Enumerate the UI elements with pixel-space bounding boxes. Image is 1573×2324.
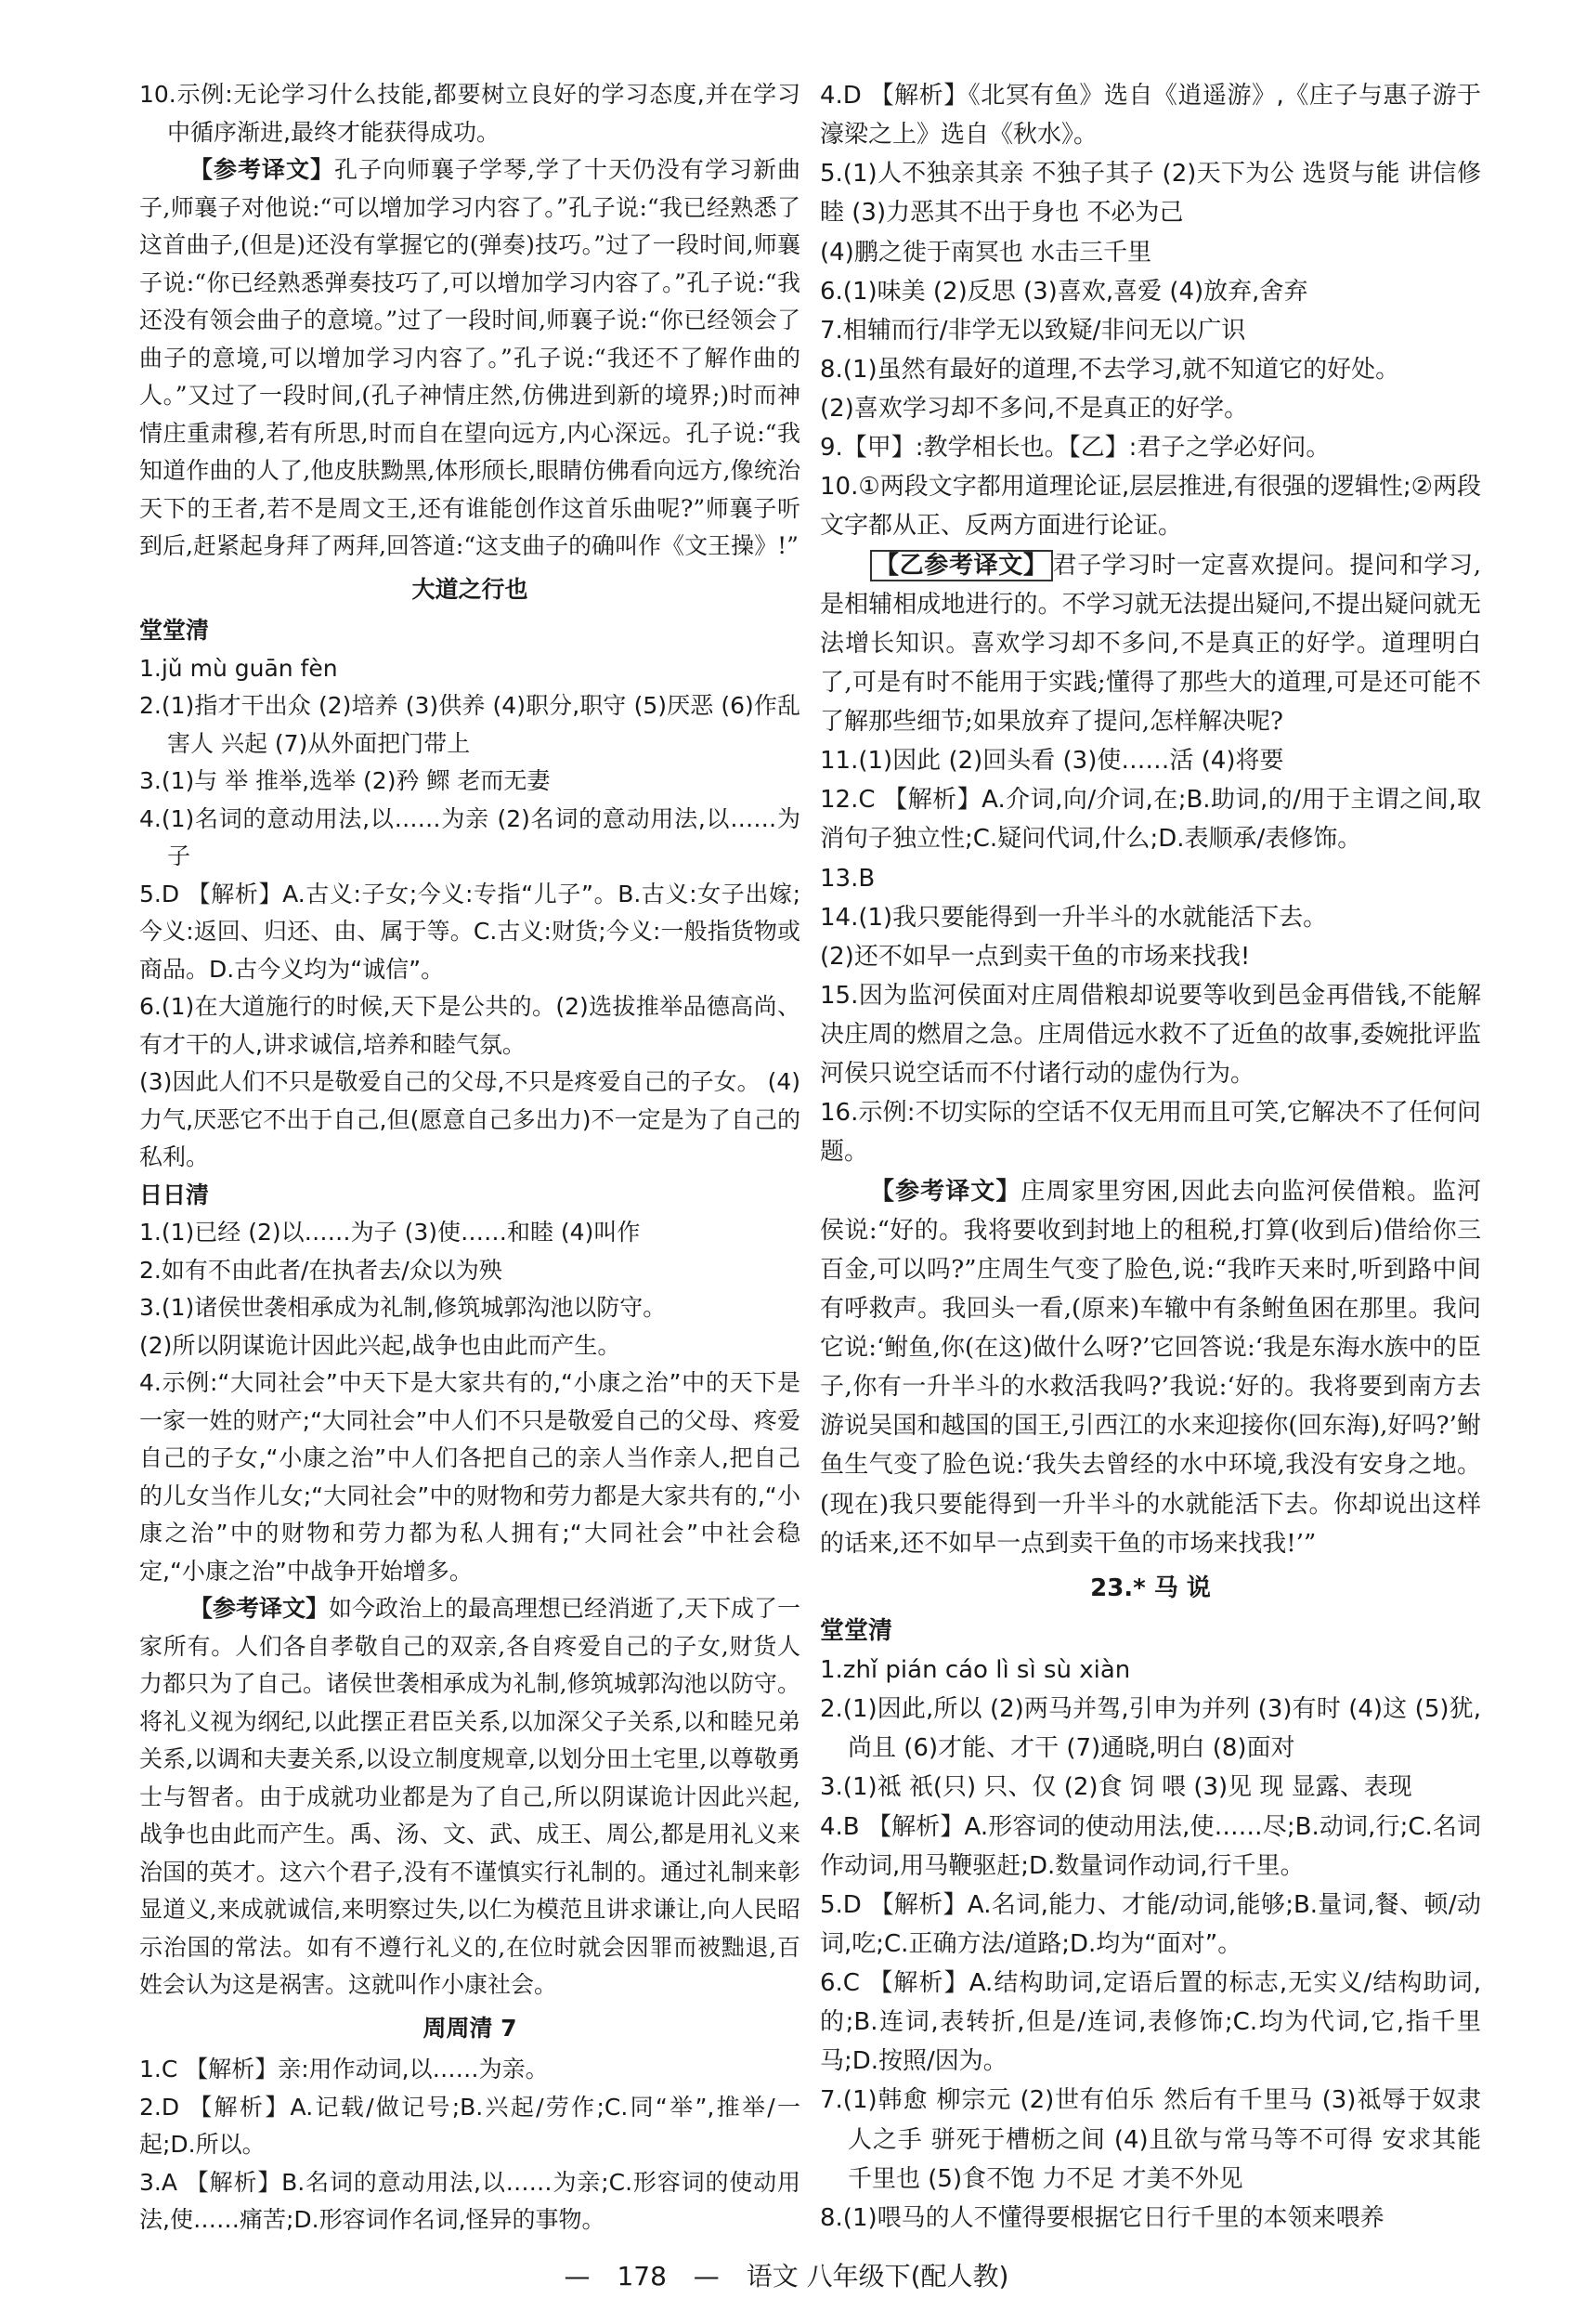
line-text: 孔子向师襄子学琴,学了十天仍没有学习新曲子,师襄子对他说:“可以增加学习内容了。”孔子说:“我已经熟悉了这首曲子,(但是)还没有掌握它的(弹奏)技巧。”过了一段时间,师襄子说:“你已经熟悉弹奏技巧了,可以增加学习内容了。”孔子说:“我还没有领会曲子的意境。”过了一段时间,师襄子说:“你已经领会了曲子的意境,可以增加学习内容了。”孔子说:“我还不了解作曲的人。”又过了一段时间,(孔子神情庄然,仿佛进到新的境界;)时而神情庄重肃穆,若有所思,时而自在望向远方,内心深远。孔子说:“我知道作曲的人了,他皮肤黝黑,体形颀长,眼睛仿佛看向远方,像统治天下的王者,若不是周文王,还有谁能创作这首乐曲呢?”师襄子听到后,赶紧起身拜了两拜,回答道:“这支曲子的确叫作《文王操》!”	[139, 156, 800, 559]
line-text: 如今政治上的最高理想已经消逝了,天下成了一家所有。人们各自孝敬自己的双亲,各自疼爱自己的子女,财货人力都只为了自己。诸侯世袭相承成为礼制,修筑城郭沟池以防守。将礼义视为纲纪,以此摆正君臣关系,以加深父子关系,以和睦兄弟关系,以调和夫妻关系,以设立制度规章,以划分田土宅里,以尊敬勇士与智者。由于成就功业都是为了自己,所以阴谋诡计因此兴起,战争也由此而产生。禹、汤、文、武、成王、周公,都是用礼义来治国的英才。这六个君子,没有不谨慎实行礼制的。通过礼制来彰显道义,来成就诚信,来明察过失,以仁为模范且讲求谦让,向人民昭示治国的常法。如有不遵行礼义的,在位时就会因罪而被黜退,百姓会认为这是祸害。这就叫作小康社会。	[139, 1595, 800, 1998]
translation-tag-boxed: 【乙参考译文】	[870, 550, 1053, 581]
line-text: 6.(1)在大道施行的时候,天下是公共的。(2)选拔推举品德高尚、有才干的人,讲求诚信,培养和睦气氛。	[139, 993, 800, 1058]
line-text: 23.* 马 说	[1090, 1573, 1211, 1602]
right-line-18	[820, 1569, 1481, 1608]
left-line-10	[139, 1064, 800, 1177]
left-line-3	[139, 612, 800, 650]
right-line-4	[820, 311, 1481, 350]
left-line-18	[139, 2010, 800, 2048]
left-line-21	[139, 2164, 800, 2239]
line-text: 4.(1)名词的意动用法,以……为亲 (2)名词的意动用法,以……为子	[139, 804, 800, 869]
left-line-9	[139, 988, 800, 1064]
right-line-22	[820, 1768, 1481, 1807]
line-text: 14.(1)我只要能得到一升半斗的水就能活下去。	[820, 903, 1328, 932]
line-text: 10.示例:无论学习什么技能,都要树立良好的学习态度,并在学习中循序渐进,最终才能获得成功。	[139, 81, 800, 146]
line-text: 3.(1)与 举 推举,选举 (2)矜 鳏 老而无妻	[139, 767, 551, 794]
line-text: 16.示例:不切实际的空话不仅无用而且可笑,它解决不了任何问题。	[820, 1099, 1481, 1167]
line-text: 1.zhǐ pián cáo lì sì sù xiàn	[820, 1656, 1131, 1684]
right-line-17	[820, 1172, 1481, 1563]
line-text: 堂堂清	[139, 617, 210, 644]
line-text: 3.(1)诸侯世袭相承成为礼制,修筑城郭沟池以防守。	[139, 1294, 667, 1321]
right-column	[820, 76, 1481, 2238]
right-line-1	[820, 154, 1481, 232]
line-text: 大道之行也	[411, 575, 528, 603]
line-text: 2.D 【解析】A.记载/做记号;B.兴起/劳作;C.同“举”,推举/一起;D.所以。	[139, 2093, 800, 2158]
right-line-14	[820, 937, 1481, 976]
right-line-27	[820, 2199, 1481, 2238]
left-line-5	[139, 687, 800, 763]
left-line-13	[139, 1252, 800, 1290]
translation-tag: 【参考译文】	[189, 156, 335, 183]
line-text: 13.B	[820, 864, 876, 893]
left-line-16	[139, 1364, 800, 1590]
line-text: 7.相辅而行/非学无以致疑/非问无以广识	[820, 316, 1246, 345]
right-line-15	[820, 976, 1481, 1093]
right-line-12	[820, 859, 1481, 898]
line-text: 堂堂清	[820, 1616, 893, 1645]
page-number: 178	[617, 2261, 667, 2291]
line-text: 15.因为监河侯面对庄周借粮却说要等收到邑金再借钱,不能解决庄周的燃眉之急。庄周借远水救不了近鱼的故事,委婉批评监河侯只说空话而不付诸行动的虚伪行为。	[820, 981, 1481, 1089]
right-line-13	[820, 898, 1481, 937]
line-text: (2)还不如早一点到卖干鱼的市场来找我!	[820, 942, 1251, 971]
left-line-2	[139, 571, 800, 609]
line-text: 12.C 【解析】A.介词,向/介词,在;B.助词,的/用于主谓之间,取消句子独立性;C.疑问代词,什么;D.表顺承/表修饰。	[820, 786, 1481, 854]
left-line-11	[139, 1177, 800, 1215]
right-line-26	[820, 2081, 1481, 2198]
translation-tag: 【参考译文】	[189, 1595, 330, 1622]
right-line-7	[820, 428, 1481, 467]
footer-dash-right: —	[693, 2261, 720, 2291]
right-line-5	[820, 350, 1481, 389]
line-text: 1.jǔ mù guān fèn	[139, 654, 338, 682]
line-text: 庄周家里穷困,因此去向监河侯借粮。监河侯说:“好的。我将要收到封地上的租税,打算(收到后)借给你三百金,可以吗?”庄周生气变了脸色,说:“我昨天来时,听到路中间有呼救声。我回头一看,(原来)车辙中有条鲋鱼困在那里。我问它说:‘鲋鱼,你(在这)做什么呀?’它回答说:‘我是东海水族中的臣子,你有一升半斗的水救活我吗?’我说:‘好的。我将要到南方去游说吴国和越国的国王,引西江的水来迎接你(回东海),好吗?’鲋鱼生气变了脸色说:‘我失去曾经的水中环境,我没有安身之地。(现在)我只要能得到一升半斗的水就能活下去。你却说出这样的话来,还不如早一点到卖干鱼的市场来找我!’”	[820, 1177, 1481, 1558]
line-text: 3.(1)祗 祇(只) 只、仅 (2)食 饲 喂 (3)见 现 显露、表现	[820, 1773, 1412, 1802]
line-text: 9.【甲】:教学相长也。【乙】:君子之学必好问。	[820, 434, 1331, 463]
line-text: 5.D 【解析】A.古义:子女;今义:专指“儿子”。B.古义:女子出嫁;今义:返回、归还、由、属于等。C.古义:财货;今义:一般指货物或商品。D.古今义均为“诚信”。	[139, 880, 800, 983]
left-line-7	[139, 801, 800, 876]
line-text: (3)因此人们不只是敬爱自己的父母,不只是疼爱自己的子女。 (4)力气,厌恶它不出于自己,但(愿意自己多出力)不一定是为了自己的私利。	[139, 1068, 800, 1170]
right-line-3	[820, 272, 1481, 311]
left-line-0	[139, 76, 800, 151]
line-text: 5.(1)人不独亲其亲 不独子其子 (2)天下为公 选贤与能 讲信修睦 (3)力恶其不出于身也 不必为己	[820, 160, 1481, 228]
left-line-17	[139, 1590, 800, 2004]
right-line-11	[820, 780, 1481, 858]
right-line-8	[820, 467, 1481, 545]
left-line-14	[139, 1289, 800, 1327]
right-line-0	[820, 76, 1481, 154]
right-line-21	[820, 1690, 1481, 1768]
line-text: 6.C 【解析】A.结构助词,定语后置的标志,无实义/结构助词,的;B.连词,表转折,但是/连词,表修饰;C.均为代词,它,指千里马;D.按照/因为。	[820, 1969, 1481, 2076]
line-text: 1.(1)已经 (2)以……为子 (3)使……和睦 (4)叫作	[139, 1219, 641, 1246]
line-text: 4.D 【解析】《北冥有鱼》选自《逍遥游》,《庄子与惠子游于濠梁之上》选自《秋水》。	[820, 82, 1481, 150]
line-text: 1.C 【解析】亲:用作动词,以……为亲。	[139, 2056, 549, 2082]
line-text: (2)所以阴谋诡计因此兴起,战争也由此而产生。	[139, 1331, 621, 1359]
line-text: 11.(1)因此 (2)回头看 (3)使……活 (4)将要	[820, 747, 1284, 776]
left-line-8	[139, 876, 800, 989]
left-line-1	[139, 151, 800, 566]
line-text: 2.(1)因此,所以 (2)两马并驾,引申为并列 (3)有时 (4)这 (5)犹,尚且 (6)才能、才干 (7)通晓,明白 (8)面对	[820, 1695, 1481, 1763]
left-line-15	[139, 1327, 800, 1365]
page-footer	[0, 2255, 1573, 2297]
left-column	[139, 76, 800, 2239]
right-line-2	[820, 233, 1481, 272]
left-line-6	[139, 763, 800, 801]
line-text: 8.(1)喂马的人不懂得要根据它日行千里的本领来喂养	[820, 2203, 1384, 2232]
line-text: 周周清 7	[422, 2014, 517, 2042]
right-line-23	[820, 1808, 1481, 1886]
left-line-12	[139, 1214, 800, 1252]
line-text: (4)鹏之徙于南冥也 水击三千里	[820, 238, 1152, 267]
left-line-19	[139, 2051, 800, 2089]
right-line-16	[820, 1093, 1481, 1171]
line-text: 7.(1)韩愈 柳宗元 (2)世有伯乐 然后有千里马 (3)祗辱于奴隶人之手 骈死于槽枥之间 (4)且欲与常马等不可得 安求其能千里也 (5)食不饱 力不足 才美不外见	[820, 2086, 1481, 2193]
line-text: 5.D 【解析】A.名词,能力、才能/动词,能够;B.量词,餐、顿/动词,吃;C.正确方法/道路;D.均为“面对”。	[820, 1890, 1481, 1958]
line-text: 4.B 【解析】A.形容词的使动用法,使……尽;B.动词,行;C.名词作动词,用马鞭驱赶;D.数量词作动词,行千里。	[820, 1812, 1481, 1880]
right-line-9	[820, 546, 1481, 742]
footer-dash-left: —	[564, 2261, 591, 2291]
right-line-25	[820, 1964, 1481, 2081]
left-line-4	[139, 650, 800, 688]
right-line-24	[820, 1886, 1481, 1964]
translation-tag: 【参考译文】	[870, 1177, 1021, 1206]
right-line-20	[820, 1651, 1481, 1690]
line-text: 日日清	[139, 1181, 210, 1208]
right-line-19	[820, 1612, 1481, 1651]
line-text: 3.A 【解析】B.名词的意动用法,以……为亲;C.形容词的使动用法,使……痛苦;D.形容词作名词,怪异的事物。	[139, 2168, 800, 2233]
right-line-10	[820, 741, 1481, 780]
line-text: 2.(1)指才干出众 (2)培养 (3)供养 (4)职分,职守 (5)厌恶 (6)作乱害人 兴起 (7)从外面把门带上	[139, 692, 800, 757]
line-text: 6.(1)味美 (2)反思 (3)喜欢,喜爱 (4)放弃,舍弃	[820, 277, 1308, 306]
left-line-20	[139, 2089, 800, 2164]
line-text: 2.如有不由此者/在执者去/众以为殃	[139, 1256, 502, 1284]
right-line-6	[820, 389, 1481, 428]
line-text: 君子学习时一定喜欢提问。提问和学习,是相辅相成地进行的。不学习就无法提出疑问,不提出疑问就无法增长知识。喜欢学习却不多问,不是真正的好学。道理明白了,可是有时不能用于实践;懂得了那些大的道理,可是还可能不了解那些细节;如果放弃了提问,怎样解决呢?	[820, 551, 1481, 736]
line-text: 4.示例:“大同社会”中天下是大家共有的,“小康之治”中的天下是一家一姓的财产;“大同社会”中人们不只是敬爱自己的父母、疼爱自己的子女,“小康之治”中人们各把自己的亲人当作亲人,把自己的儿女当作儿女;“大同社会”中的财物和劳力都是大家共有的,“小康之治”中的财物和劳力都为私人拥有;“大同社会”中社会稳定,“小康之治”中战争开始增多。	[139, 1369, 800, 1585]
line-text: (2)喜欢学习却不多问,不是真正的好学。	[820, 395, 1249, 423]
book-subject: 语文 八年级下(配人教)	[746, 2261, 1009, 2291]
line-text: 8.(1)虽然有最好的道理,不去学习,就不知道它的好处。	[820, 355, 1400, 384]
line-text: 10.①两段文字都用道理论证,层层推进,有很强的逻辑性;②两段文字都从正、反两方面进行论证。	[820, 473, 1481, 541]
